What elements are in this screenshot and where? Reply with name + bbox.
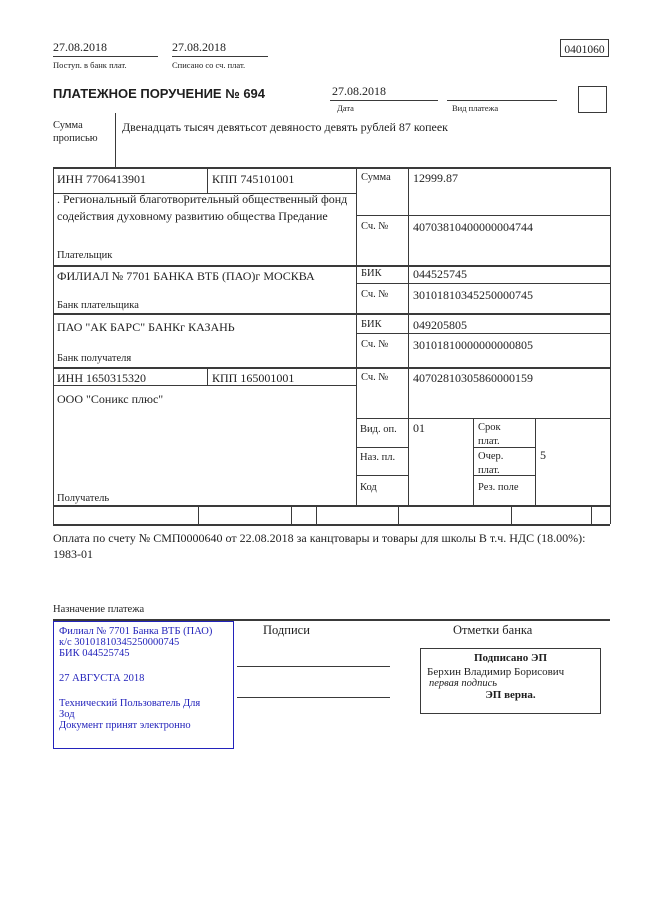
stamp-line: БИК 044525745: [59, 648, 130, 659]
signature-line: [237, 697, 390, 698]
divider: [610, 167, 611, 524]
divider: [398, 505, 399, 524]
rez-pole-label: Рез. поле: [478, 482, 519, 493]
signature-line: [237, 666, 390, 667]
signatures-label: Подписи: [263, 623, 310, 637]
divider: [53, 367, 610, 369]
esign-title: Подписано ЭП: [473, 652, 548, 664]
divider: [207, 167, 208, 193]
divider: [53, 505, 610, 507]
payee-inn: ИНН 1650315320: [57, 371, 146, 385]
bank-stamp-box: [53, 621, 234, 749]
payee-bank-account: 30101810000000000805: [413, 338, 533, 352]
divider: [291, 505, 292, 524]
naz-pl-label: Наз. пл.: [360, 452, 396, 463]
debited-date: 27.08.2018: [172, 40, 226, 54]
amount-value: 12999.87: [413, 171, 458, 185]
stamp-date: 27 АВГУСТА 2018: [59, 673, 145, 684]
amount-words-value: Двенадцать тысяч девятьсот девяносто девять рублей 87 копеек: [122, 120, 449, 134]
payer-bank-section-label: Банк плательщика: [57, 300, 139, 311]
payment-type-label: Вид платежа: [452, 103, 499, 113]
divider: [535, 418, 536, 505]
stamp-line: Зод: [59, 709, 75, 720]
divider: [408, 167, 409, 505]
payer-account-label: Сч. №: [361, 221, 389, 232]
esign-stamp-box: [420, 648, 601, 714]
kod-label: Код: [360, 482, 377, 493]
received-date-label: Поступ. в банк плат.: [53, 60, 127, 70]
ocher-plat-value: 5: [540, 448, 546, 462]
divider: [356, 447, 408, 448]
divider: [356, 475, 408, 476]
payment-type-box: [578, 86, 607, 113]
payee-section-label: Получатель: [57, 493, 110, 504]
document-date: 27.08.2018: [332, 84, 386, 98]
divider: [53, 167, 610, 169]
divider: [473, 418, 474, 505]
esign-name: Берхин Владимир Борисович: [427, 666, 565, 678]
divider: [356, 418, 610, 419]
ocher-plat-label: Очер. плат.: [478, 451, 504, 476]
srok-plat-label: Срок плат.: [478, 422, 501, 447]
vid-op-label: Вид. оп.: [360, 424, 397, 435]
payee-bank-name: ПАО "АК БАРС" БАНКг КАЗАНЬ: [57, 320, 235, 334]
payer-account: 40703810400000004744: [413, 220, 533, 234]
form-code: 0401060: [564, 44, 605, 56]
stamp-line: к/с 30101810345250000745: [59, 637, 180, 648]
payer-section-label: Плательщик: [57, 250, 113, 261]
payer-bank-account-label: Сч. №: [361, 289, 389, 300]
divider: [207, 367, 208, 385]
esign-sign-type: первая подпись: [429, 678, 498, 689]
payer-bank-bik: 044525745: [413, 267, 467, 281]
payee-kpp: КПП 165001001: [212, 371, 295, 385]
date-label: Дата: [337, 103, 354, 113]
payer-bank-bik-label: БИК: [361, 268, 382, 279]
divider: [356, 167, 357, 505]
divider: [356, 283, 610, 284]
payer-inn: ИНН 7706413901: [57, 172, 146, 186]
payee-bank-section-label: Банк получателя: [57, 353, 132, 364]
divider: [115, 113, 116, 167]
payee-account-label: Сч. №: [361, 372, 389, 383]
payer-bank-account: 30101810345250000745: [413, 288, 533, 302]
stamp-line: Документ принят электронно: [59, 720, 191, 731]
divider: [511, 505, 512, 524]
vid-op-value: 01: [413, 421, 425, 435]
purpose-text: Оплата по счету № СМП0000640 от 22.08.2018 за канцтовары и товары для школы В т.ч. НДС (18.00%): 1983-01: [53, 531, 586, 562]
debited-date-label: Списано со сч. плат.: [172, 60, 246, 70]
divider: [316, 505, 317, 524]
payee-name: ООО "Соникс плюс": [57, 392, 164, 406]
purpose-label: Назначение платежа: [53, 604, 145, 615]
payer-bank-name: ФИЛИАЛ № 7701 БАНКА ВТБ (ПАО)г МОСКВА: [57, 269, 315, 283]
stamp-line: Филиал № 7701 Банка ВТБ (ПАО): [59, 626, 213, 637]
payee-account: 40702810305860000159: [413, 371, 533, 385]
payee-bank-bik-label: БИК: [361, 319, 382, 330]
document-title: ПЛАТЕЖНОЕ ПОРУЧЕНИЕ № 694: [53, 86, 266, 101]
bank-marks-label: Отметки банка: [453, 623, 533, 637]
form-code-box: [560, 39, 609, 57]
payee-bank-account-label: Сч. №: [361, 339, 389, 350]
divider: [53, 524, 610, 526]
payer-name: . Региональный благотворительный общественный фонд содействия духовному развитию общества Предание: [57, 192, 348, 224]
esign-verified: ЭП верна.: [485, 689, 536, 701]
divider: [53, 56, 158, 57]
payee-bank-bik: 049205805: [413, 318, 467, 332]
divider: [356, 215, 610, 216]
divider: [172, 56, 268, 57]
divider: [198, 505, 199, 524]
amount-words-label: Сумма прописью: [53, 120, 98, 145]
amount-label: Сумма: [361, 172, 391, 183]
payer-kpp: КПП 745101001: [212, 172, 295, 186]
divider: [447, 100, 557, 101]
divider: [53, 265, 610, 267]
divider: [53, 313, 610, 315]
divider: [356, 333, 610, 334]
received-date: 27.08.2018: [53, 40, 107, 54]
stamp-line: Технический Пользователь Для: [59, 698, 201, 709]
divider: [53, 167, 54, 524]
divider: [591, 505, 592, 524]
divider: [330, 100, 438, 101]
